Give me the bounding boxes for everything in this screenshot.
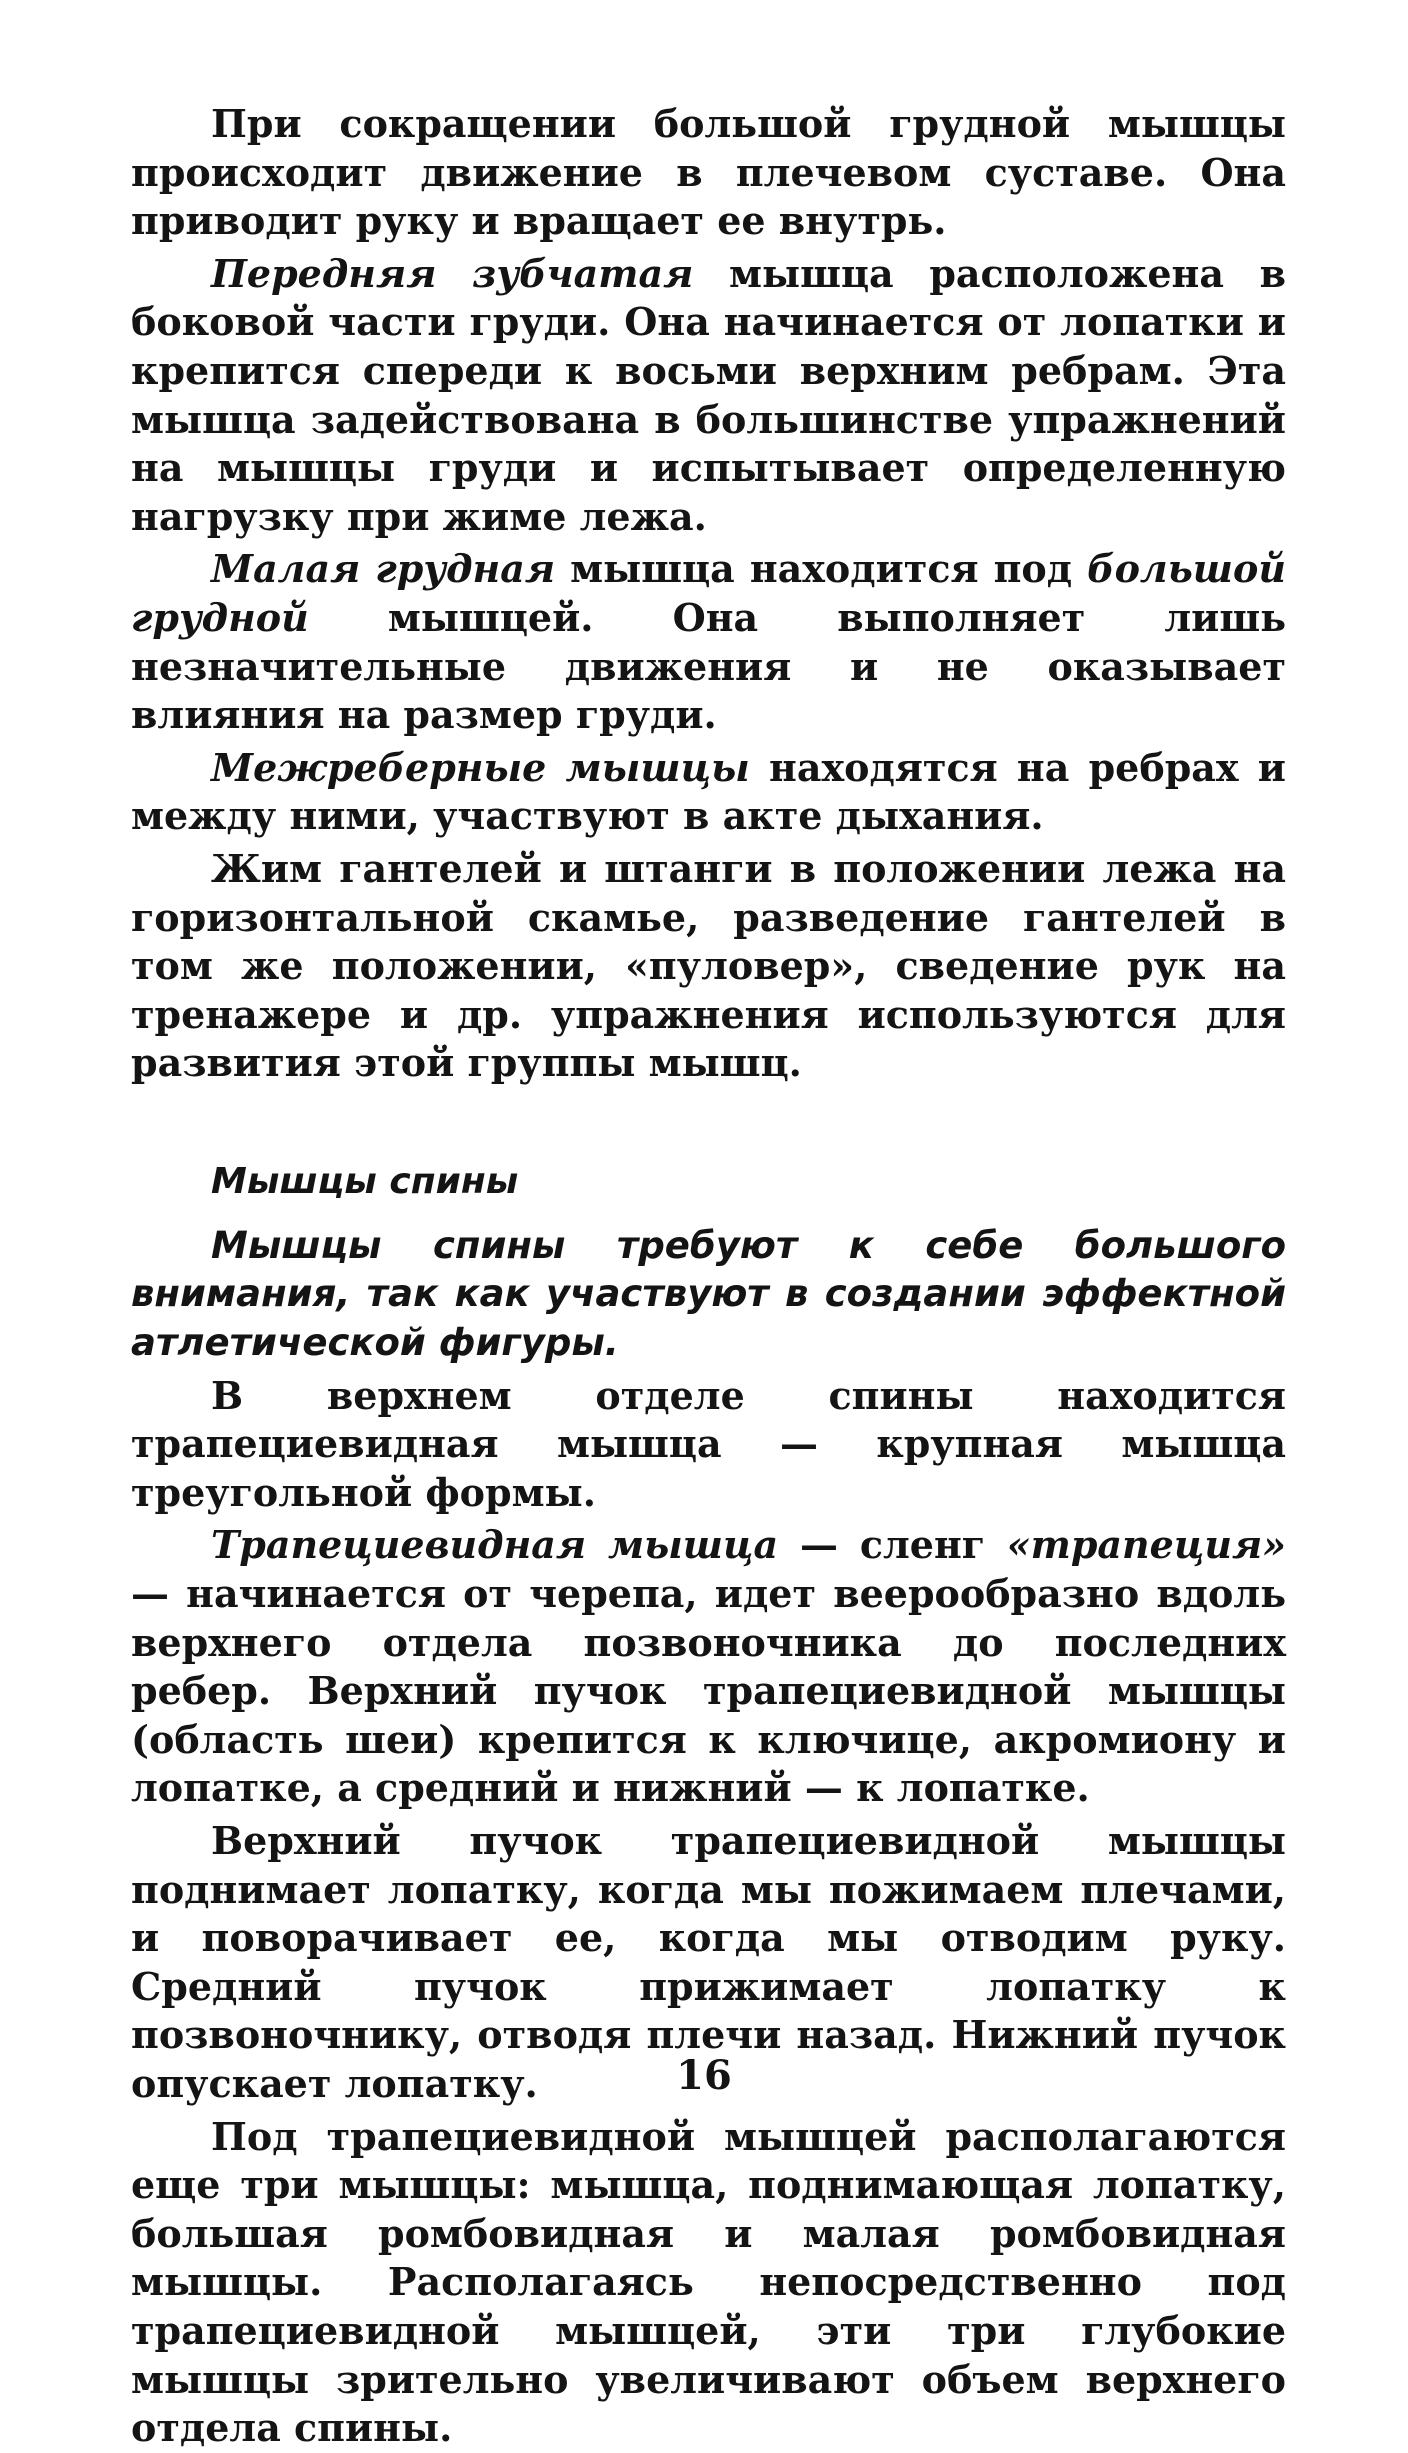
paragraph-chest-exercises: Жим гантелей и штанги в положении лежа на горизонтальной скамье, разведение гантелей в том же положении, «пуловер», сведение рук на тренажере и др. упражнения используются для развития этой группы мышц. (131, 845, 1286, 1086)
term-intercostal: Межреберные мышцы (211, 744, 750, 790)
paragraph-pectoralis-major: При сокращении большой грудной мышцы происходит движение в плечевом суставе. Она приводит руку и вращает ее внутрь. (131, 101, 1286, 244)
paragraph-back-intro: Мышцы спины требуют к себе большого внимания, так как участвуют в создании эффектной атлетической фигуры. (131, 1223, 1286, 1365)
paragraph-intercostal: Межреберные мышцы находятся на ребрах и между ними, участвуют в акте дыхания. (131, 744, 1286, 839)
paragraph-trapezius-function: Верхний пучок трапециевидной мышцы поднимает лопатку, когда мы пожимаем плечами, и поворачивает ее, когда мы отводим руку. Средний пучок прижимает лопатку к позвоночнику, отводя плечи назад. Нижний пучок опускает лопатку. (131, 1818, 1286, 2106)
section-heading-back-muscles: Мышцы спины (211, 1160, 519, 1202)
page-number: 16 (676, 2052, 732, 2099)
paragraph-trapezius: Трапециевидная мышца — сленг «трапеция» — начинается от черепа, идет веерообразно вдоль верхнего отдела позвоночника до последних ребер. Верхний пучок трапециевидной мышцы (область шеи) крепится к ключице, акромиону и лопатке, а средний и нижний — к лопатке. (131, 1522, 1286, 1811)
paragraph-serratus-anterior: Передняя зубчатая мышца расположена в боковой части груди. Она начинается от лопатки и крепится спереди к восьми верхним ребрам. Эта мышца задействована в большинстве упражнений на мышцы груди и испытывает определенную нагрузку при жиме лежа. (131, 250, 1287, 539)
term-pectoralis-minor: Малая грудная (211, 546, 556, 592)
term-serratus-anterior: Передняя зубчатая (211, 250, 694, 296)
term-trapeze-slang: «трапеция» (1006, 1522, 1286, 1568)
paragraph-pectoralis-minor: Малая грудная мышца находится под большой грудной мышцей. Она выполняет лишь незначительные движения и не оказывает влияния на размер груди. (131, 546, 1286, 738)
paragraph-deep-muscles: Под трапециевидной мышцей располагаются еще три мышцы: мышца, поднимающая лопатку, большая ромбовидная и малая ромбовидная мышцы. Располагаясь непосредственно под трапециевидной мышцей, эти три глубокие мышцы зрительно увеличивают объем верхнего отдела спины. (131, 2113, 1286, 2451)
paragraph-upper-back: В верхнем отделе спины находится трапециевидная мышца — крупная мышца треугольной формы. (131, 1372, 1286, 1515)
term-trapezius: Трапециевидная мышца (211, 1522, 779, 1568)
term-pectoralis-major: большой грудной (131, 546, 1286, 640)
